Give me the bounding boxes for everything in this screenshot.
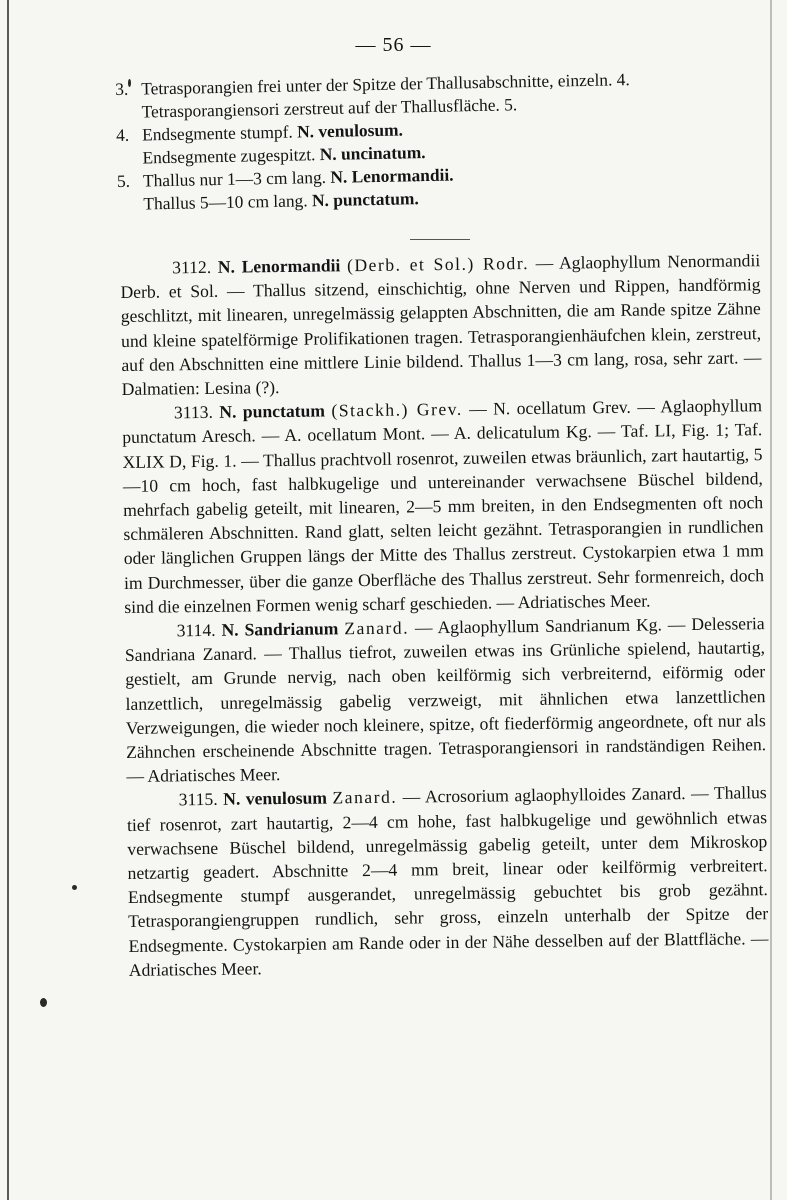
entry-text: — Acrosorium aglaophylloides Zanard. — Thallus tief rosenrot, zart hautartig, 2—4 cm hohe, fast halbkugelige und gewöhnlich etwas verwachsene Büschel bildend, unregelmässig gabelig geteilt, unter dem Mikroskop netzartig geadert. Abschnitte 2—4 mm breit, linear oder keilförmig verbreitert. Endsegmente stumpf ausgerandet, unregelmässig gebuchtet bis grob gezähnt. Tetrasporangiengruppen rundlich, sehr gross, einzeln unterhalb der Spitze der Endsegmente. Cystokarpien am Rande oder in der Nähe desselben auf der Blattfläche. — Adriatisches Meer. <box>126 782 769 980</box>
species-entry <box>120 248 762 401</box>
entry-text: — N. ocellatum Grev. — Aglaophyllum punctatum Aresch. — A. ocellatum Mont. — A. delicatulum Kg. — Taf. LI, Fig. 1; Taf. XLIX D, Fig. 1. — Thallus prachtvoll rosenrot, zuweilen etwas bräunlich, zart hautartig, 5—10 cm hoch, fast halbkugelige und untereinander verwachsene Büschel bildend, mehrfach gabelig geteilt, mit linearen, 2—5 mm breiten, in den Endsegmenten oft noch schmäleren Abschnitten. Rand glatt, selten leicht gezähnt. Tetrasporangien in rundlichen oder länglichen Gruppen längs der Mitte des Thallus zerstreut. Cystokarpien etwa 1 mm im Durchmesser, über die ganze Oberfläche des Thallus zerstreut. Sehr formenreich, doch sind die einzelnen Formen wenig scharf geschieden. — Adriatisches Meer. <box>122 395 765 617</box>
section-divider <box>410 239 470 240</box>
species-entry <box>125 611 767 788</box>
identification-key <box>115 66 768 216</box>
entry-number: 3112. <box>172 256 212 278</box>
entry-number: 3115. <box>178 789 218 810</box>
scan-edge-right <box>770 0 772 1200</box>
species-entry <box>127 781 769 982</box>
ink-speck <box>72 885 77 890</box>
key-text: Thallus 5—10 cm lang. <box>143 190 313 214</box>
key-species: N. Lenormandii. <box>330 164 454 187</box>
ink-speck <box>40 998 47 1007</box>
key-species: N. venulosum. <box>296 119 404 142</box>
species-name: N. Sandrianum <box>221 618 339 640</box>
entry-text: — Aglaophyllum Nenormandii Derb. et Sol. — Thallus sitzend, einschichtig, ohne Nerven und Rippen, handförmig geschlitzt, mit linearen, unregelmässig gelappten Abschnitten, die am Rande spitze Zähne und kleine spatelförmige Prolifikationen tragen. Tetrasporangienhäufchen klein, zerstreut, auf den Abschnitten eine mittlere Linie bildend. Thallus 1—3 cm lang, rosa, sehr zart. — Dalmatien: Lesina (?). <box>120 250 762 400</box>
species-name: N. Lenormandii <box>217 255 341 277</box>
key-text: Endsegmente zugespitzt. <box>142 144 320 168</box>
page-number: — 56 — <box>355 34 432 56</box>
species-author: Zanard. <box>332 787 398 808</box>
entry-number: 3114. <box>176 619 216 641</box>
species-descriptions <box>120 242 769 982</box>
key-number: 3. <box>115 78 129 99</box>
key-number: 4. <box>115 124 130 145</box>
species-name: N. venulosum <box>223 787 328 810</box>
key-species: N. punctatum. <box>311 188 419 211</box>
key-text: Tetrasporangien frei unter der Spitze der Thallusabschnitte, einzeln. 4. <box>141 69 630 99</box>
species-entry <box>122 393 765 619</box>
species-author: (Stackh.) Grev. <box>331 399 463 421</box>
species-author: (Derb. et Sol.) Rodr. <box>346 253 530 276</box>
species-author: Zanard. <box>344 617 410 639</box>
key-text: Thallus nur 1—3 cm lang. <box>142 166 331 191</box>
key-species: N. uncinatum. <box>319 142 426 165</box>
species-name: N. punctatum <box>219 400 326 423</box>
key-text: Tetrasporangiensori zerstreut auf der Thallusfläche. 5. <box>141 94 518 122</box>
key-number: 5. <box>116 170 131 191</box>
scan-edge-left <box>7 0 9 1200</box>
key-text: Endsegmente stumpf. <box>141 121 298 145</box>
entry-text: — Aglaophyllum Sandrianum Kg. — Delesseria Sandriana Zanard. — Thallus tiefrot, zuweilen etwas ins Grünliche spielend, hautartig, gestielt, am Grunde nervig, nach oben keilförmig sich verbreiternd, eiförmig oder lanzettlich, unregelmässig gabelig verzweigt, mit ähnlichen etwa lanzettlichen Verzweigungen, die wieder noch kleinere, spitze, oft fiederförmig angeordnete, oft nur als Zähnchen erscheinende Abschnitte tragen. Tetrasporangiensori in randständigen Reihen. — Adriatisches Meer. <box>124 613 767 787</box>
entry-number: 3113. <box>173 402 214 423</box>
